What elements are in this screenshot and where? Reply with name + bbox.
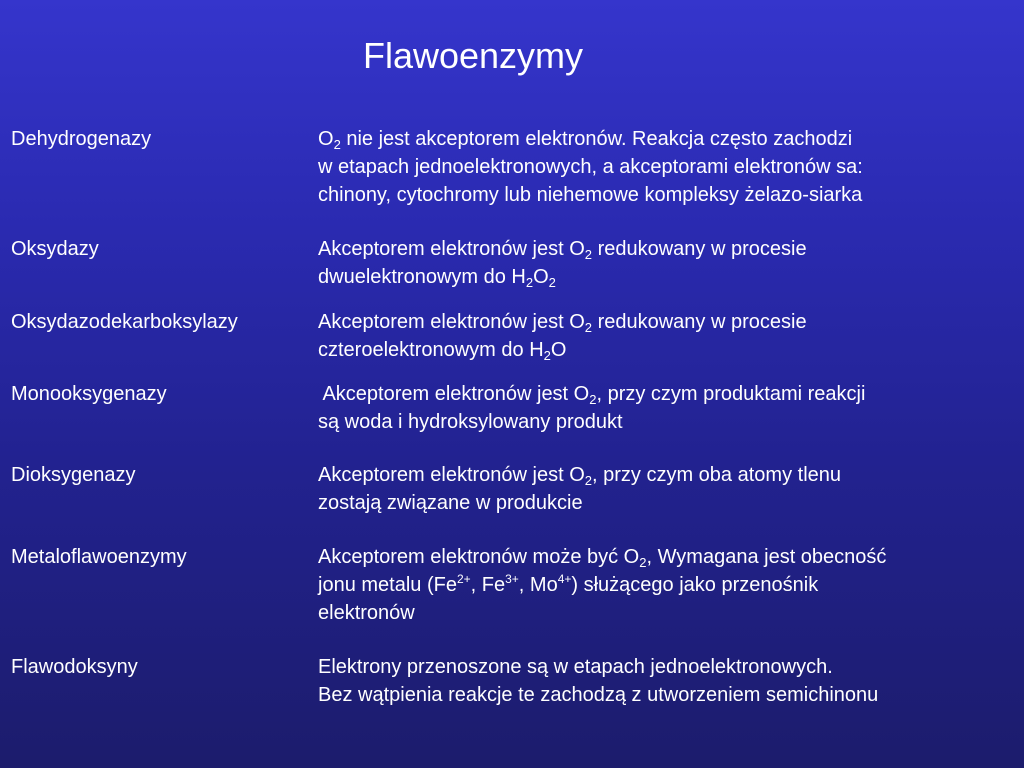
description-line: chinony, cytochromy lub niehemowe kompleksy żelazo-siarka (318, 184, 863, 206)
description-line: Elektrony przenoszone są w etapach jednoelektronowych. (318, 656, 833, 678)
term-label: Dioksygenazy (11, 464, 136, 486)
term-label: Dehydrogenazy (11, 128, 152, 150)
term-description (318, 653, 878, 709)
description-line: Bez wątpienia reakcje te zachodzą z utworzeniem semichinonu (318, 684, 879, 706)
term-description (318, 235, 807, 291)
description-line: Akceptorem elektronów jest $O_2$ redukowany w procesie (318, 311, 807, 335)
description-line: dwuelektronowym do $H_2O_2$ (318, 266, 556, 290)
description-line: $O_2$ nie jest akceptorem elektronów. Reakcja często zachodzi (318, 128, 853, 152)
slide-title: Flawoenzymy (362, 35, 584, 76)
description-line: Akceptorem elektronów jest $O_2$, przy czym oba atomy tlenu (318, 464, 841, 488)
term-label: Monooksygenazy (11, 383, 167, 405)
term-description (318, 308, 807, 364)
description-line: Akceptorem elektronów może być $O_2$, Wymagana jest obecność (318, 546, 887, 570)
description-line: są woda i hydroksylowany produkt (318, 411, 623, 433)
description-line: Akceptorem elektronów jest $O_2$, przy czym produktami reakcji (318, 383, 866, 407)
term-description (318, 461, 841, 517)
description-line: w etapach jednoelektronowych, a akceptorami elektronów sa: (318, 156, 863, 178)
term-label: Oksydazodekarboksylazy (11, 311, 238, 333)
description-line: czteroelektronowym do $H_2O$ (318, 339, 567, 363)
description-line: Akceptorem elektronów jest $O_2$ redukowany w procesie (318, 238, 807, 262)
term-label: Flawodoksyny (11, 656, 138, 678)
term-label: Oksydazy (11, 238, 99, 260)
description-line: zostają związane w produkcie (318, 492, 583, 514)
term-description (318, 380, 865, 436)
term-description (318, 125, 863, 209)
term-description (318, 543, 886, 627)
description-line: jonu metalu ($Fe^{2+}$, $Fe^{3+}$, $Mo^{4+}$) służącego jako przenośnik (318, 572, 819, 596)
term-label: Metaloflawoenzymy (11, 546, 187, 568)
description-line: elektronów (318, 602, 415, 624)
